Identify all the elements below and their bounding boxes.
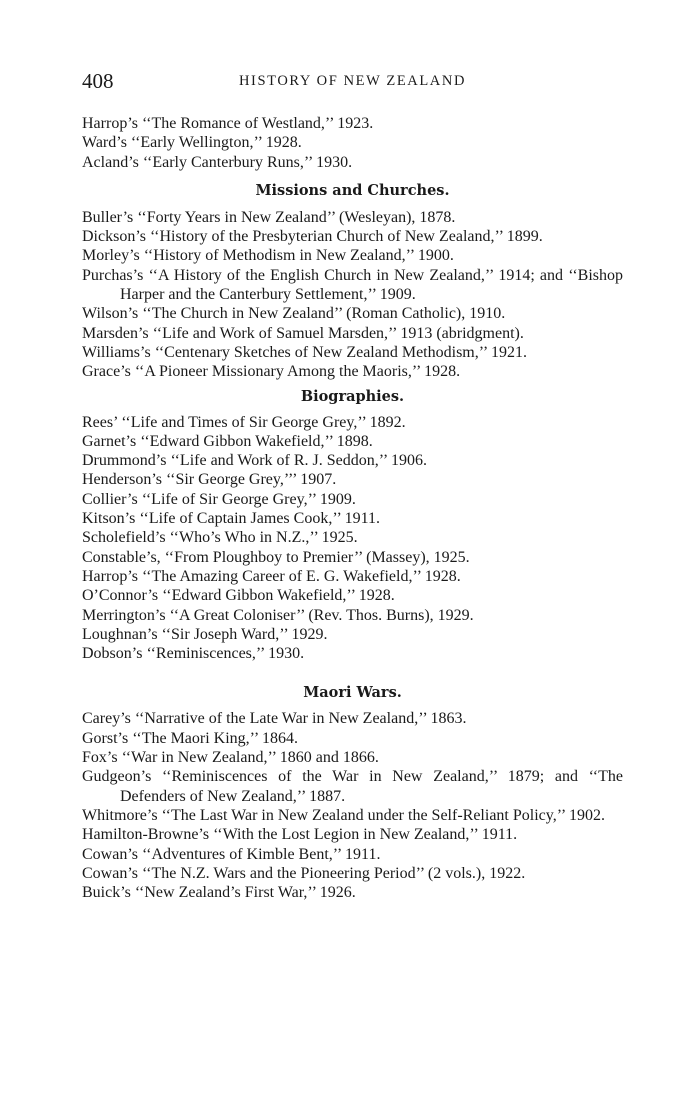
list-item: Scholefield’s ‘‘Who’s Who in N.Z.,’’ 1925. [82,529,358,547]
list-item: O’Connor’s ‘‘Edward Gibbon Wakefield,’’ 1928. [82,587,395,605]
list-item: Harrop’s ‘‘The Amazing Career of E. G. Wakefield,’’ 1928. [82,567,461,585]
list-item: Henderson’s ‘‘Sir George Grey,’’’ 1907. [82,471,337,489]
list-item: Harrop’s ‘‘The Romance of Westland,’’ 1923. [82,115,374,132]
list-item: Rees’ ‘‘Life and Times of Sir George Grey,’’ 1892. [82,413,406,431]
list-item: Drummond’s ‘‘Life and Work of R. J. Seddon,’’ 1906. [82,452,428,470]
intro-entries [82,114,623,172]
list-item: Williams’s ‘‘Centenary Sketches of New Zealand Methodism,’’ 1921. [82,343,528,361]
list-item: Collier’s ‘‘Life of Sir George Grey,’’ 1909. [82,490,356,508]
list-item: Grace’s ‘‘A Pioneer Missionary Among the Maoris,’’ 1928. [82,363,461,381]
list-item: Dickson’s ‘‘History of the Presbyterian Church of New Zealand,’’ 1899. [82,228,543,246]
list-item: Constable’s, ‘‘From Ploughboy to Premier’’ (Massey), 1925. [82,548,470,566]
list-item: Fox’s ‘‘War in New Zealand,’’ 1860 and 1866. [82,749,379,767]
page-header [82,64,623,98]
list-item: Buller’s ‘‘Forty Years in New Zealand’’ (Wesleyan), 1878. [82,208,456,226]
section-heading-maori-wars: Maori Wars. [303,684,402,702]
section-heading-biographies: Biographies. [300,387,405,405]
running-title: HISTORY OF NEW ZEALAND [238,73,467,89]
maori-wars-entries [82,709,623,902]
list-item: Wilson’s ‘‘The Church in New Zealand’’ (Roman Catholic), 1910. [82,305,506,323]
book-page [82,64,623,902]
list-item: Loughnan’s ‘‘Sir Joseph Ward,’’ 1929. [82,625,328,643]
list-item: Garnet’s ‘‘Edward Gibbon Wakefield,’’ 1898. [82,432,373,450]
list-item: Acland’s ‘‘Early Canterbury Runs,’’ 1930. [82,153,353,171]
list-item: Merrington’s ‘‘A Great Coloniser’’ (Rev. Thos. Burns), 1929. [82,606,474,624]
page-number: 408 [82,69,114,93]
list-item: Purchas’s ‘‘A History of the English Church in New Zealand,’’ 1914; and ‘‘Bishop Harper and the Canterbury Settlement,’’ 1909. [82,266,623,304]
missions-entries [82,208,623,382]
list-item: Gudgeon’s ‘‘Reminiscences of the War in New Zealand,’’ 1879; and ‘‘The Defenders of New Zealand,’’ 1887. [82,768,623,805]
list-item: Whitmore’s ‘‘The Last War in New Zealand under the Self-Reliant Policy,’’ 1902. [82,806,605,824]
list-item: Carey’s ‘‘Narrative of the Late War in New Zealand,’’ 1863. [82,710,467,728]
list-item: Marsden’s ‘‘Life and Work of Samuel Marsden,’’ 1913 (abridgment). [82,324,524,342]
list-item: Dobson’s ‘‘Reminiscences,’’ 1930. [82,645,305,663]
biographies-entries [82,413,623,664]
list-item: Gorst’s ‘‘The Maori King,’’ 1864. [82,729,298,747]
list-item: Buick’s ‘‘New Zealand’s First War,’’ 1926. [82,884,356,902]
list-item: Ward’s ‘‘Early Wellington,’’ 1928. [82,134,302,152]
list-item: Morley’s ‘‘History of Methodism in New Zealand,’’ 1900. [82,247,454,265]
list-item: Cowan’s ‘‘The N.Z. Wars and the Pioneering Period’’ (2 vols.), 1922. [82,864,526,882]
list-item: Kitson’s ‘‘Life of Captain James Cook,’’ 1911. [82,510,381,528]
list-item: Cowan’s ‘‘Adventures of Kimble Bent,’’ 1911. [82,845,381,863]
section-heading-missions: Missions and Churches. [255,181,450,199]
list-item: Hamilton-Browne’s ‘‘With the Lost Legion in New Zealand,’’ 1911. [82,826,518,844]
